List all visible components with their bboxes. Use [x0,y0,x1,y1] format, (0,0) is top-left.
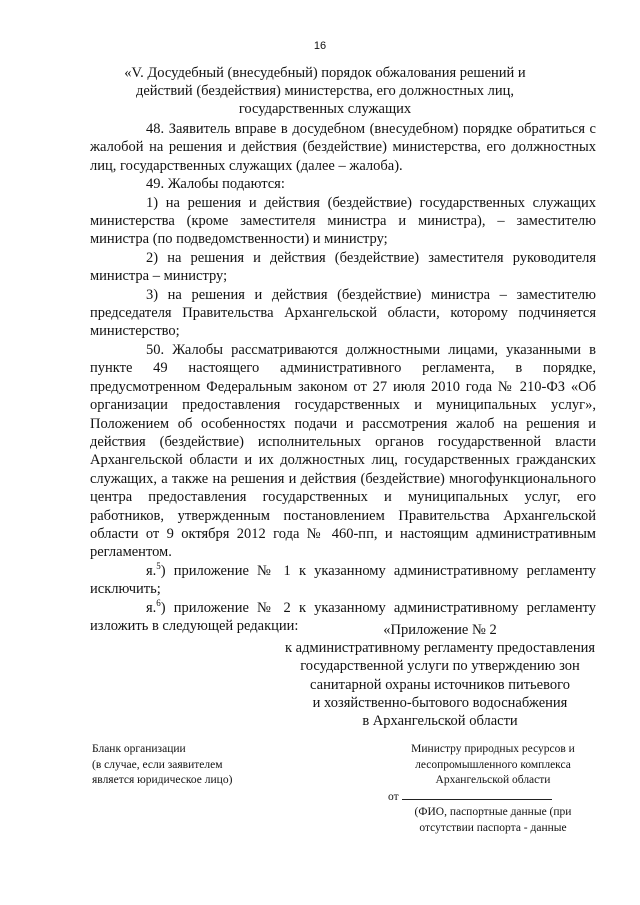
addressee-block [388,742,598,836]
amendment-prefix: я. [146,562,157,579]
amendment-prefix: я. [146,599,157,616]
organization-blank-note [92,742,292,789]
appendix-line: санитарной охраны источников питьевого [310,676,570,693]
appendix-line: к административному регламенту предоставления [284,640,596,657]
appendix-line: государственной услуги по утверждению зон [300,658,580,675]
paragraph-49-item-3: 3) на решения и действия (бездействие) министра – заместителю председателя Правительства Архангельской области, которому подчиняется министерство; [90,286,596,340]
addressee-line: Архангельской области [435,774,551,786]
paragraph-49: 49. Жалобы подаются: [146,176,285,193]
addressee-line: лесопромышленного комплекса [415,758,571,771]
section-heading [110,64,540,118]
heading-line: государственных служащих [238,101,412,117]
appendix-line: и хозяйственно-бытового водоснабжения [312,694,568,711]
form-left-line: Бланк организации [92,743,186,755]
from-field [388,789,598,806]
from-label: от [388,790,399,803]
appendix-header [255,621,625,730]
amendment-item-ya5 [90,562,596,599]
heading-line: «V. Досудебный (внесудебный) порядок обжалования решений и [124,65,526,81]
amendment-text: ) приложение № 2 к указанному административному регламенту изложить в следующей редакции: [90,599,596,634]
form-left-line: (в случае, если заявителем [92,758,223,771]
from-blank-line [402,789,552,800]
amendment-superscript: 5 [156,560,161,571]
paragraph-48: 48. Заявитель вправе в досудебном (внесудебном) порядке обратиться с жалобой на решения и действия (бездействие) министерства, его должностных лиц, государственных служащих (далее – жалоба). [90,121,596,174]
heading-line: действий (бездействия) министерства, его должностных лиц, [135,83,515,99]
paragraph-50: 50. Жалобы рассматриваются должностными лицами, указанными в пункте 49 настоящего административного регламента, в порядке, предусмотренном Федеральным законом от 27 июля 2010 года № 210-ФЗ «Об организации предоставления государственных и муниципальных услуг», Положением об особенностях подачи и рассмотрения жалоб на решения и действия (бездействие) исполнительных органов государственной власти Архангельской области и их должностных лиц, государственных гражданских служащих, а также на решения и действия (бездействие) многофункционального центра предоставления государственных и муниципальных услуг, его работников, утвержденным постановлением Правительства Архангельской области от 9 октября 2012 года № 460-пп, и настоящим административным регламентом. [90,341,596,561]
paragraph-49-item-2: 2) на решения и действия (бездействие) заместителя руководителя министра – министру; [90,249,596,285]
amendment-superscript: 6 [156,597,161,608]
form-left-line: является юридическое лицо) [92,774,233,786]
appendix-line: «Приложение № 2 [383,622,497,638]
document-body [90,120,596,635]
addressee-line: Министру природных ресурсов и [411,743,575,755]
addressee-note-line: (ФИО, паспортные данные (при [414,806,572,818]
addressee-note-line: отсутствии паспорта - данные [419,821,567,834]
page-number: 16 [313,40,327,52]
appendix-line: в Архангельской области [362,713,518,730]
amendment-text: ) приложение № 1 к указанному административному регламенту исключить; [90,562,596,598]
paragraph-49-item-1: 1) на решения и действия (бездействие) государственных служащих министерства (кроме заместителя министра и министра), – заместителю министра (по подведомственности) и министру; [90,194,596,248]
